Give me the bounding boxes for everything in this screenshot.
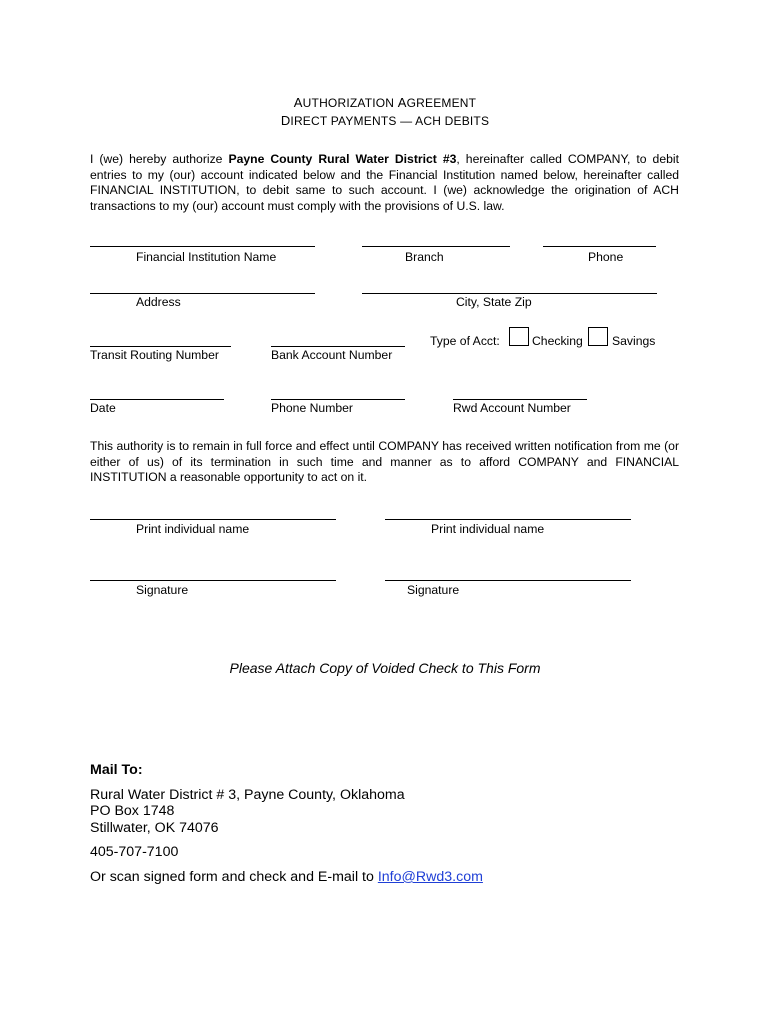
city-state-zip-line[interactable] [362, 293, 657, 294]
checking-checkbox[interactable] [509, 327, 529, 346]
print-name-2-label: Print individual name [431, 522, 545, 536]
form-subtitle [0, 113, 770, 128]
address-label: Address [136, 295, 181, 309]
voided-check-note: Please Attach Copy of Voided Check to This Form [229, 660, 541, 676]
city-state-zip-label: City, State Zip [456, 295, 532, 309]
title-part-2: GREEMENT [406, 96, 477, 110]
signature-1-label: Signature [136, 583, 189, 597]
mail-address-line3: Stillwater, OK 74076 [90, 820, 219, 836]
intro-after: , hereinafter called COMPANY, to debit entries to my (our) account indicated below and the Financial Institution named below, hereinafter called FINANCIAL INSTITUTION, to debit same to such account. I (we) acknowledge the origination of ACH transactions to my (our) account must comply with the provisions of U.S. law. [90, 152, 679, 213]
phone-number-label: Phone Number [271, 401, 353, 415]
title-initial-a2: A [397, 95, 407, 110]
intro-before: I (we) hereby authorize [90, 152, 229, 166]
phone-number-line[interactable] [271, 399, 405, 400]
scan-text: Or scan signed form and check and E-mail to [90, 869, 378, 885]
print-name-1-line[interactable] [90, 519, 336, 520]
intro-paragraph [90, 152, 679, 214]
company-name: Payne County Rural Water District #3 [228, 152, 457, 166]
print-name-1-label: Print individual name [136, 522, 250, 536]
mail-phone: 405-707-7100 [90, 844, 179, 860]
authority-paragraph: This authority is to remain in full force and effect until COMPANY has received written notification from me (or either of us) of its termination in such time and manner as to afford COMPANY and FINANCIAL INSTITUTION a reasonable opportunity to act on it. [90, 439, 679, 484]
date-line[interactable] [90, 399, 224, 400]
phone-line[interactable] [543, 246, 656, 247]
address-line[interactable] [90, 293, 315, 294]
branch-label: Branch [405, 250, 444, 264]
transit-routing-line[interactable] [90, 346, 231, 347]
checking-label: Checking [532, 334, 583, 348]
mail-address-line1: Rural Water District # 3, Payne County, Oklahoma [90, 787, 405, 803]
rwd-account-line[interactable] [453, 399, 587, 400]
bank-account-label: Bank Account Number [271, 348, 393, 362]
type-of-acct-label: Type of Acct: [430, 334, 500, 348]
form-title [0, 95, 770, 110]
date-label: Date [90, 401, 116, 415]
savings-checkbox[interactable] [588, 327, 608, 346]
scan-instructions [90, 869, 483, 885]
rwd-account-label: Rwd Account Number [453, 401, 571, 415]
financial-institution-label: Financial Institution Name [136, 250, 277, 264]
title-initial-a: A [293, 95, 303, 110]
title-part-1: UTHORIZATION [302, 96, 398, 110]
savings-label: Savings [612, 334, 656, 348]
print-name-2-line[interactable] [385, 519, 631, 520]
signature-2-label: Signature [407, 583, 460, 597]
signature-2-line[interactable] [385, 580, 631, 581]
transit-routing-label: Transit Routing Number [90, 348, 219, 362]
email-link[interactable]: Info@Rwd3.com [377, 869, 483, 885]
branch-line[interactable] [362, 246, 510, 247]
signature-1-line[interactable] [90, 580, 336, 581]
bank-account-line[interactable] [271, 346, 405, 347]
subtitle-rest: IRECT PAYMENTS — ACH DEBITS [290, 114, 490, 128]
subtitle-initial-d: D [280, 113, 291, 128]
mail-heading: Mail To: [90, 762, 143, 778]
phone-label: Phone [588, 250, 624, 264]
financial-institution-line[interactable] [90, 246, 315, 247]
mail-address-line2: PO Box 1748 [90, 803, 175, 819]
